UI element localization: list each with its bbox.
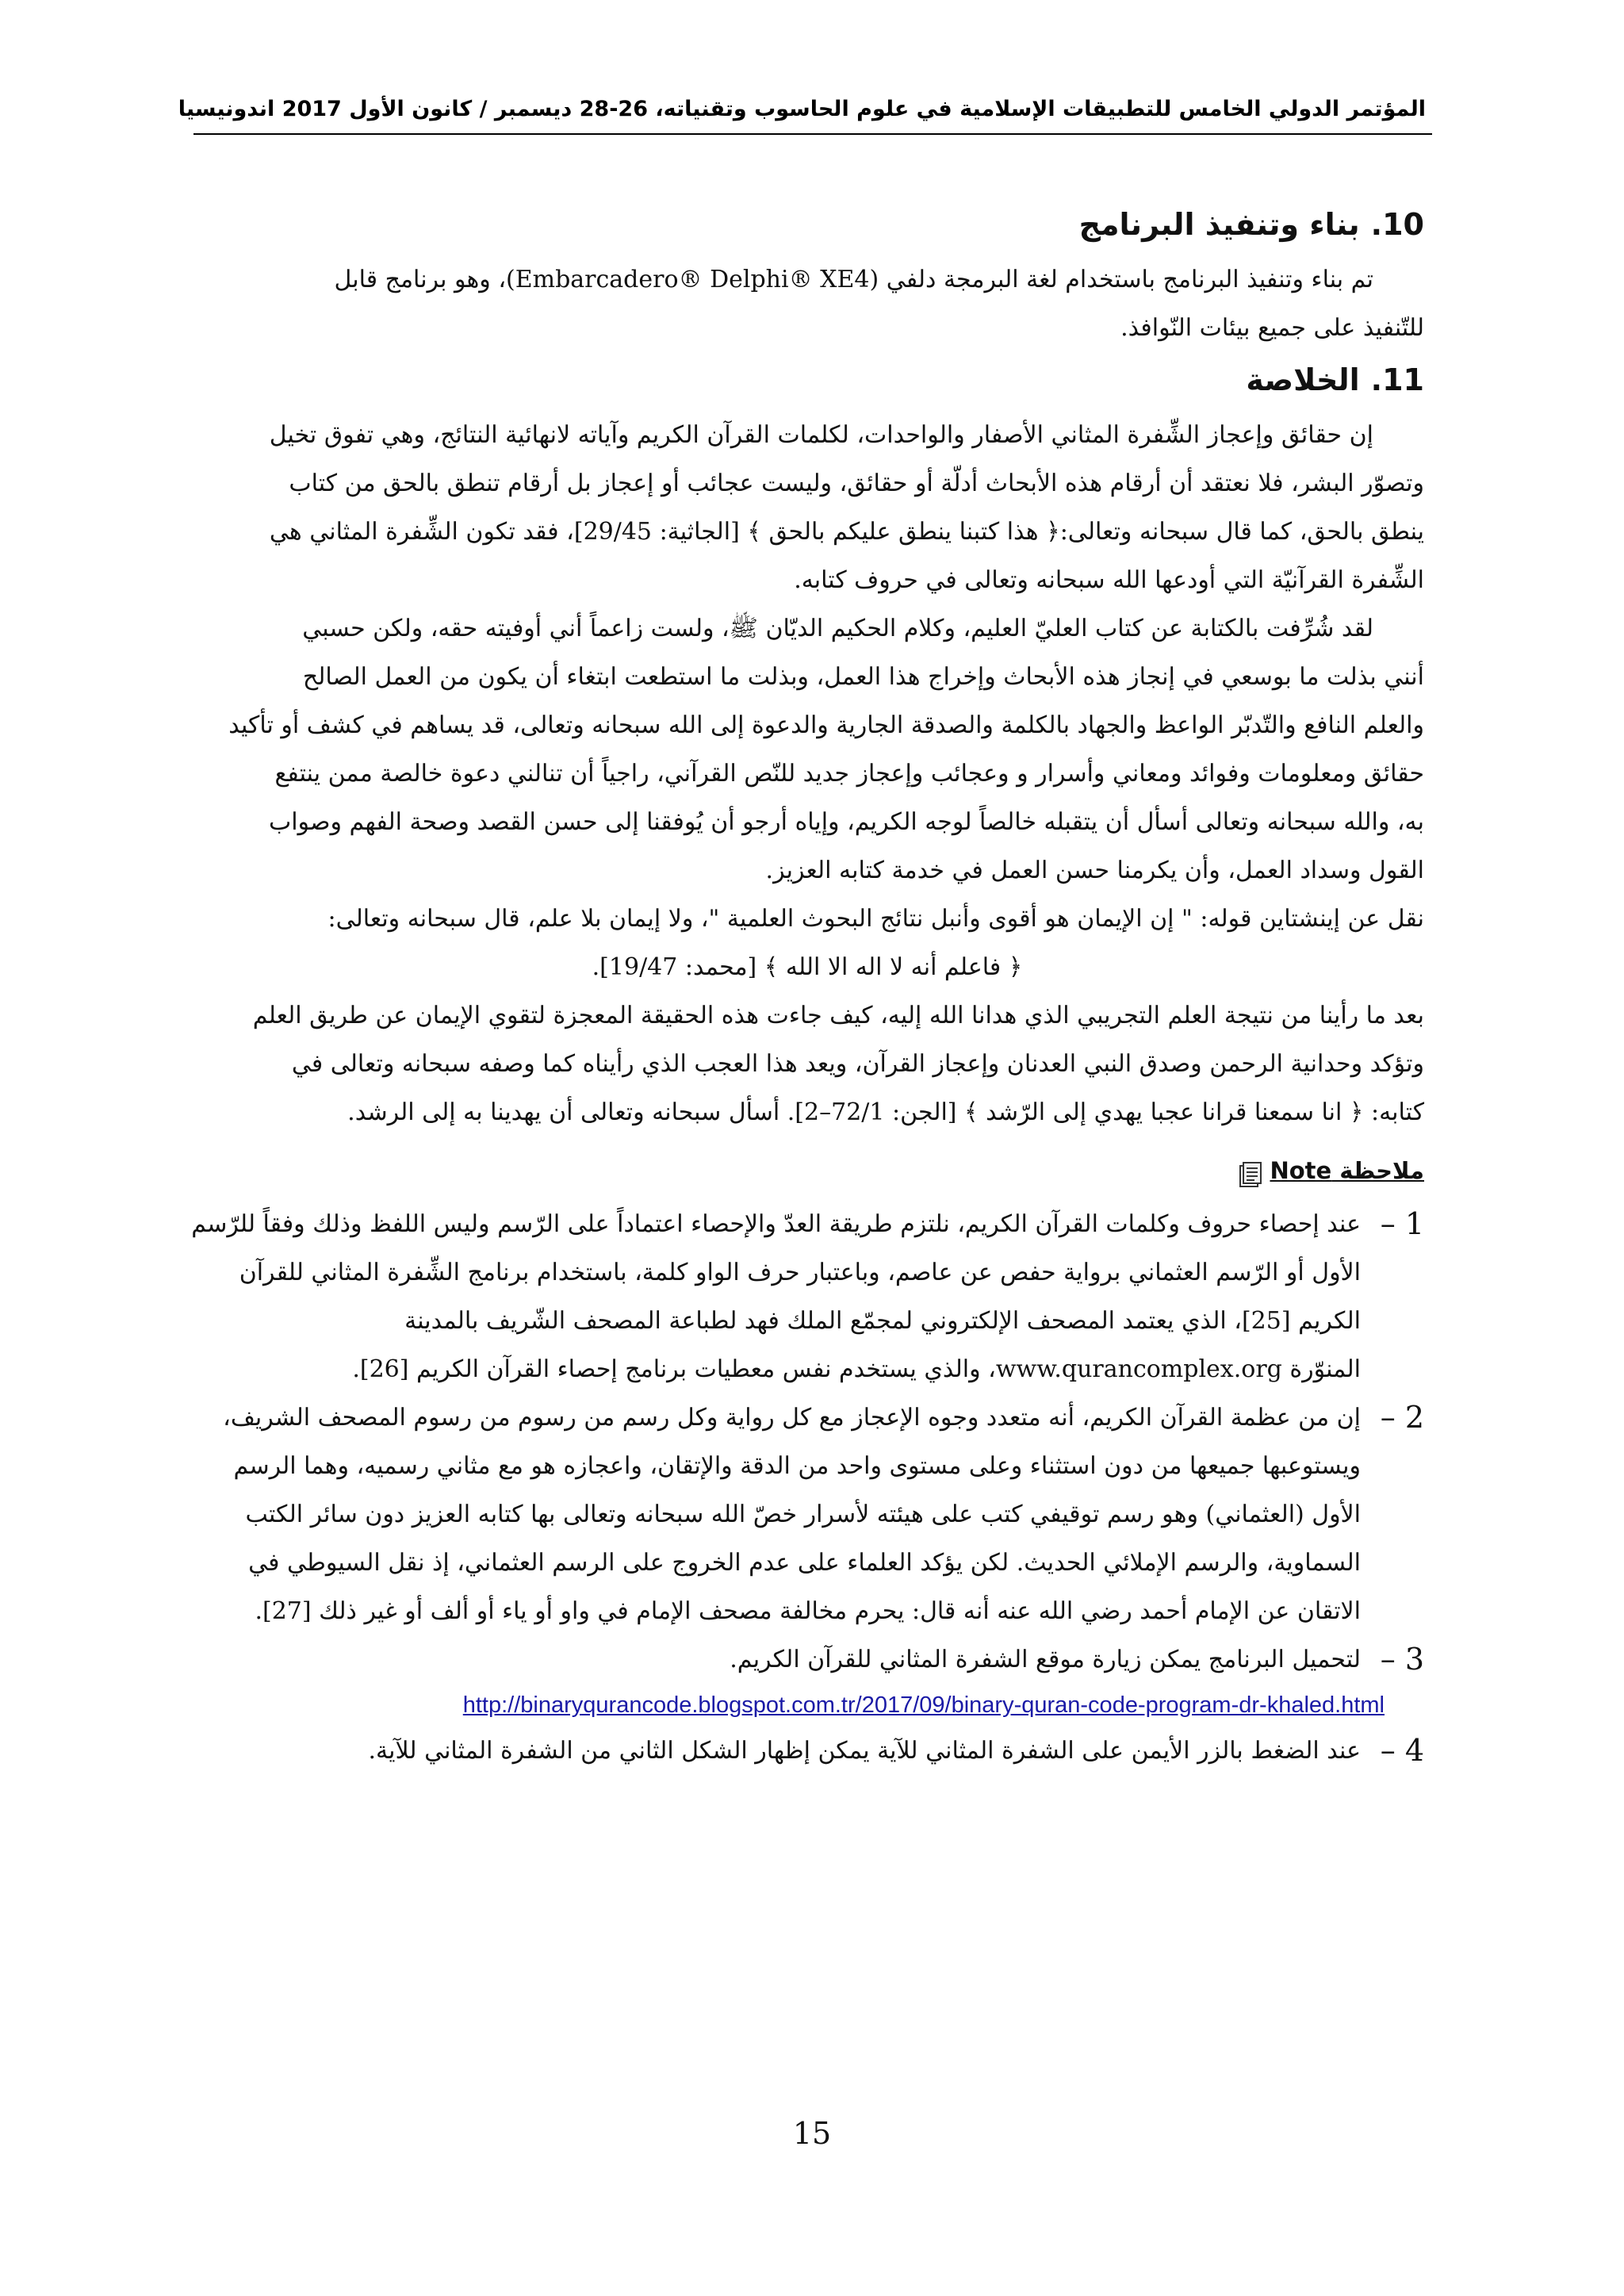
paragraph-line: الشِّفرة القرآنيّة التي أودعها الله سبحانه وتعالى في حروف كتابه.: [794, 566, 1424, 594]
paragraph-line: وتؤكد وحدانية الرحمن وصدق النبي العدنان وإعجاز القرآن، ويعد هذا العجب الذي رأيناه كما وصفه سبحانه وتعالى في: [291, 1050, 1424, 1078]
section-number: 11.: [1370, 362, 1424, 397]
section-title: بناء وتنفيذ البرنامج: [1078, 207, 1360, 242]
paragraph-line: الأول (العثماني) وهو رسم توقيفي كتب على هيئته لأسرار خصّ الله سبحانه وتعالى بها كتابه العزيز دون سائر الكتب: [245, 1501, 1361, 1528]
paragraph-line: لقد شُرِّفت بالكتابة عن كتاب العليّ العليم، وكلام الحكيم الديّان ﷺ، ولست زاعماً أني أوفيته حقه، ولكن حسبي: [302, 615, 1373, 642]
conclusion-paragraph-2: [190, 604, 1424, 895]
section-title: الخلاصة: [1246, 362, 1360, 397]
paragraph-line: حقائق ومعلومات وفوائد ومعاني وأسرار و وعجائب وإعجاز جديد للنّص القرآني، راجياً أن تنالني دعوة خالصة ممن ينتفع: [274, 760, 1424, 788]
paragraph-line: للتّنفيذ على جميع بيئات النّوافذ.: [1120, 314, 1424, 342]
paragraph-line: ويستوعبها جميعها من دون استثناء وعلى مستوى واحد من الدقة والإتقان، واعجازه هو مع مثاني رسميه، وهما الرسم: [233, 1452, 1361, 1480]
section-11-heading: [190, 352, 1424, 408]
conclusion-paragraph-3: [190, 991, 1424, 1137]
paragraph-line: الاتقان عن الإمام أحمد رضي الله عنه أنه قال: يحرم مخالفة مصحف الإمام في واو أو ياء أو ألف أو غير ذلك [27].: [255, 1597, 1361, 1625]
paragraph-line: القول وسداد العمل، وأن يكرمنا حسن العمل في خدمة كتابه العزيز.: [765, 857, 1424, 884]
list-item-body: [190, 1635, 1361, 1684]
paragraph-line: به، والله سبحانه وتعالى أسأل أن يتقبله خالصاً لوجه الكريم، وإياه أرجو أن يُوفقنا إلى حسن القصد وصحة الفهم وصواب: [268, 808, 1424, 836]
notepad-icon: [1238, 1157, 1262, 1184]
paragraph-line: إن من عظمة القرآن الكريم، أنه متعدد وجوه الإعجاز مع كل رواية وكل رسم من رسوم من رسوم المصحف الشريف،: [223, 1404, 1361, 1432]
paragraph-line: الكريم [25]، الذي يعتمد المصحف الإلكتروني لمجمّع الملك فهد لطباعة المصحف الشّريف بالمدينة: [404, 1307, 1361, 1335]
paragraph-line: بعد ما رأينا من نتيجة العلم التجريبي الذي هدانا الله إليه، كيف جاءت هذه الحقيقة المعجزة لتقوي الإيمان عن طريق العلم: [252, 1002, 1424, 1029]
paragraph-line: لتحميل البرنامج يمكن زيارة موقع الشفرة المثاني للقرآن الكريم.: [730, 1646, 1361, 1673]
paragraph-line: كتابه: ﴿ انا سمعنا قرانا عجبا يهدي إلى الرّشد ﴾ [الجن: 72/1–2]. أسأل سبحانه وتعالى أن يهدينا به إلى الرشد.: [347, 1098, 1424, 1126]
list-item: [190, 1200, 1424, 1393]
conclusion-paragraph-1: [190, 411, 1424, 604]
header-rule: [193, 133, 1432, 135]
note-heading: [190, 1146, 1424, 1195]
page-content: [190, 197, 1424, 1775]
paragraph-line: أنني بذلت ما بوسعي في إنجاز هذه الأبحاث وإخراج هذا العمل، وبذلت ما استطعت ابتغاء أن يكون من العمل الصالح: [302, 663, 1424, 691]
section-number: 10.: [1370, 207, 1424, 242]
note-title-text: ملاحظة Note: [1270, 1156, 1424, 1184]
paragraph-line: ينطق بالحق، كما قال سبحانه وتعالى:﴿ هذا كتبنا ينطق عليكم بالحق ﴾ [الجاثية: 29/45]، فقد تكون الشِّفرة المثاني هي: [269, 518, 1424, 546]
paragraph-line: تم بناء وتنفيذ البرنامج باستخدام لغة البرمجة دلفي (Embarcadero® Delphi® XE4)، وهو برنامج قابل: [334, 266, 1373, 293]
list-marker: 3 –: [1380, 1642, 1424, 1677]
list-marker: 2 –: [1380, 1400, 1424, 1435]
section-10-paragraph: [190, 255, 1424, 352]
list-marker: 1 –: [1380, 1206, 1424, 1241]
quran-verse-quote: ﴿ فاعلم أنه لا اله الا الله ﴾ [محمد: 19/47].: [592, 953, 1023, 981]
list-item-body: [190, 1393, 1361, 1635]
paragraph-line: عند إحصاء حروف وكلمات القرآن الكريم، نلتزم طريقة العدّ والإحصاء اعتماداً على الرّسم وليس اللفظ وذلك وفقاً للرّسم: [191, 1210, 1361, 1238]
section-10-heading: [190, 197, 1424, 252]
list-item: [190, 1635, 1424, 1684]
list-item: [190, 1393, 1424, 1635]
paragraph-line: وتصوّر البشر، فلا نعتقد أن أرقام هذه الأبحاث أدلّة أو حقائق، وليست عجائب أو إعجاز بل أرقام تنطق بالحق من كتاب: [289, 470, 1424, 497]
notes-list: [190, 1200, 1424, 1684]
paragraph-line: والعلم النافع والتّدبّر الواعظ والجهاد بالكلمة والصدقة الجارية والدعوة إلى الله سبحانه وتعالى، قد يساهم في كشف أو تأكيد: [228, 711, 1424, 739]
program-download-link-row: [190, 1684, 1424, 1727]
program-download-link[interactable]: http://binaryqurancode.blogspot.com.tr/2017/09/binary-quran-code-program-dr-khaled.html: [462, 1692, 1385, 1718]
page-number: 15: [792, 2116, 832, 2151]
paragraph-line: عند الضغط بالزر الأيمن على الشفرة المثاني للآية يمكن إظهار الشكل الثاني من الشفرة المثاني للآية.: [368, 1737, 1361, 1765]
list-item-body: [190, 1727, 1361, 1775]
running-header: المؤتمر الدولي الخامس للتطبيقات الإسلامية في علوم الحاسوب وتقنياته، 26-28 ديسمبر / كانون الأول 2017 اندونيسيا: [178, 97, 1426, 121]
notes-list-continued: [190, 1727, 1424, 1775]
list-marker: 4 –: [1380, 1733, 1424, 1768]
einstein-quote-intro: نقل عن إينشتاين قوله: " إن الإيمان هو أقوى وأنبل نتائج البحوث العلمية "، ولا إيمان بلا علم، قال سبحانه وتعالى:: [327, 905, 1424, 933]
paragraph-line: السماوية، والرسم الإملائي الحديث. لكن يؤكد العلماء على عدم الخروج على الرسم العثماني، إذ نقل السيوطي في: [248, 1549, 1361, 1577]
paragraph-line: إن حقائق وإعجاز الشِّفرة المثاني الأصفار والواحدات، لكلمات القرآن الكريم وآياته لانهائية النتائج، وهي تفوق تخيل: [269, 421, 1373, 449]
list-item-body: [190, 1200, 1361, 1393]
paragraph-line: المنوّرة www.qurancomplex.org، والذي يستخدم نفس معطيات برنامج إحصاء القرآن الكريم [26].: [352, 1355, 1361, 1383]
paragraph-line: الأول أو الرّسم العثماني برواية حفص عن عاصم، وباعتبار حرف الواو كلمة، باستخدام برنامج الشِّفرة المثاني للقرآن: [239, 1259, 1361, 1286]
list-item: [190, 1727, 1424, 1775]
